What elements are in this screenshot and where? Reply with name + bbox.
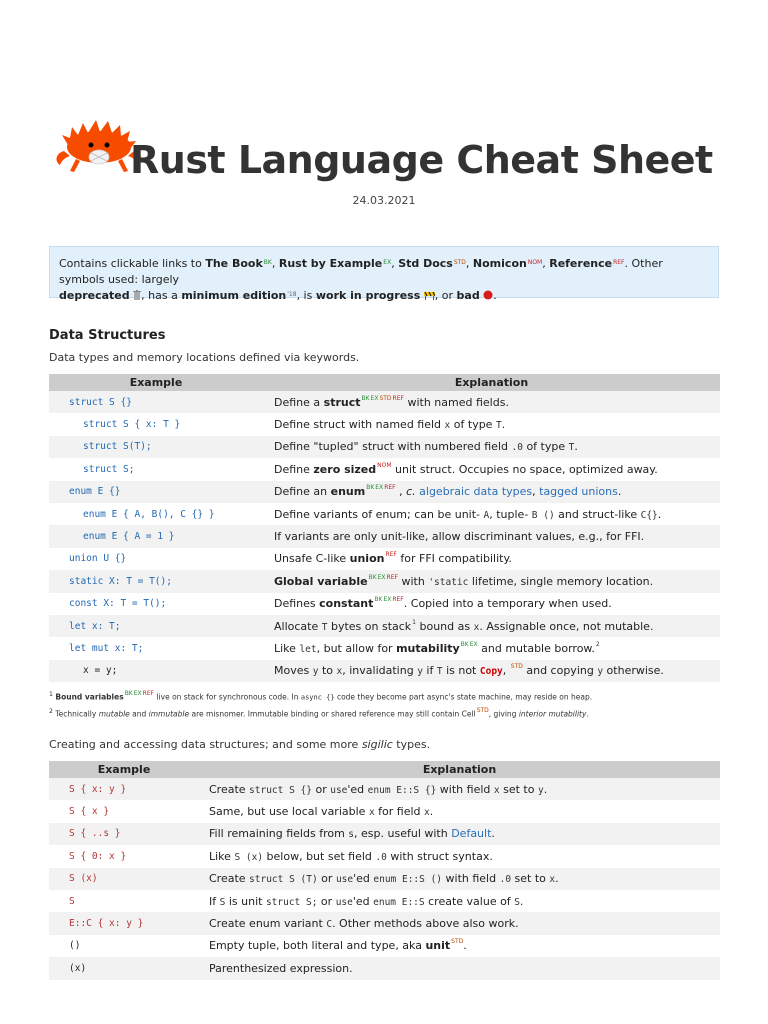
table-row: [49, 868, 720, 890]
footnote-2: $^2$ Technically mutable and immutable are misnomer. Immutable binding or shared reference may still contain Cell$^{STD}$, giving interior mutability.: [49, 706, 589, 718]
link-rust-by-example[interactable]: Rust by Example: [278, 257, 383, 270]
section-description: Data types and memory locations defined via keywords.: [49, 351, 360, 364]
footnote-1: $^1$ Bound variables$^{BKEXREF}$ live on stack for synchronous code. In async {} code they become part async's state machine, may reside on heap.: [49, 690, 593, 702]
explanation-cell: Define an enum$^{BKEXREF}$ , c. algebraic data types, tagged unions.: [263, 481, 720, 503]
code-cell: const X: T = T();: [69, 598, 167, 610]
code-cell: let mut x: T;: [69, 642, 144, 654]
link-std-docs[interactable]: Std Docs: [398, 257, 453, 270]
link-default[interactable]: Default: [451, 827, 492, 841]
code-cell: enum E {}: [49, 481, 263, 503]
code-cell: struct S { x: T }: [83, 419, 181, 431]
table-row: [49, 890, 720, 912]
code-cell: union U {}: [69, 553, 127, 565]
table-row: [49, 637, 720, 659]
explanation-cell: Same, but use local variable x for field x.: [209, 805, 434, 819]
table-row: [49, 823, 720, 845]
table-row: [49, 548, 720, 570]
table-row: [49, 912, 720, 934]
code-cell: static X: T = T();: [49, 570, 263, 592]
page-title: Rust Language Cheat Sheet: [130, 138, 713, 182]
code-cell: enum E { A = 1 }: [49, 525, 263, 547]
table-row: [49, 615, 720, 637]
explanation-cell: Parenthesized expression.: [199, 957, 720, 979]
explanation-cell: Define "tupled" struct with numbered field .0 of type T.: [263, 436, 720, 458]
page-date: 24.03.2021: [352, 194, 416, 207]
table-row: [49, 570, 720, 592]
explanation-cell: Empty tuple, both literal and type, aka unit$^{STD}$.: [209, 938, 467, 953]
code-cell: S: [69, 895, 75, 907]
link-algebraic-data-types[interactable]: algebraic data types: [415, 485, 533, 499]
explanation-cell: Global variable$^{BKEXREF}$ with 'static lifetime, single memory location.: [263, 570, 720, 592]
explanation-cell: Create enum variant C. Other methods above also work.: [199, 912, 720, 934]
code-cell: S { x }: [69, 806, 110, 818]
code-cell: struct S {}: [49, 391, 263, 413]
code-cell: S { x: y }: [49, 778, 199, 800]
explanation-cell: Like let, but allow for mutability$^{BKEX}$ and mutable borrow.$^2$: [274, 640, 600, 655]
table-row: [49, 778, 720, 800]
explanation-cell: Unsafe C-like union$^{REF}$ for FFI compatibility.: [274, 551, 512, 566]
table-row: [49, 845, 720, 867]
table-row: [49, 503, 720, 525]
code-cell: S { 0: x }: [69, 850, 127, 862]
explanation-cell: Define struct with named field x of type T.: [274, 418, 506, 432]
data-structures-table: [49, 374, 720, 682]
explanation-cell: Create struct S (T) or use'ed enum E::S () with field .0 set to x.: [199, 868, 720, 890]
explanation-cell: Create struct S {} or use'ed enum E::S {} with field x set to y.: [199, 778, 720, 800]
code-cell: E::C { x: y }: [49, 912, 199, 934]
explanation-cell: If variants are only unit-like, allow discriminant values, e.g., for FFI.: [263, 525, 720, 547]
code-cell: S { ..s }: [49, 823, 199, 845]
bad-stop-icon: [483, 290, 493, 300]
table-row: [49, 525, 720, 547]
code-cell: struct S(T);: [49, 436, 263, 458]
table-row: [49, 593, 720, 615]
creating-accessing-table: [49, 761, 720, 980]
explanation-cell: Like S (x) below, but set field .0 with struct syntax.: [209, 849, 493, 863]
code-cell: (): [69, 940, 81, 952]
trash-icon: [133, 290, 141, 300]
code-cell: enum E { A, B(), C {} }: [83, 508, 215, 520]
explanation-cell: Define zero sized$^{NOM}$ unit struct. Occupies no space, optimized away.: [274, 461, 658, 476]
explanation-cell: Moves y to x, invalidating y if T is not Copy, $^{STD}$ and copying y otherwise.: [263, 660, 720, 682]
explanation-cell: Define a struct$^{BKEXSTDREF}$ with named fields.: [263, 391, 720, 413]
table-row: [49, 800, 720, 822]
table-header: [49, 761, 720, 778]
col-example: Example: [49, 374, 263, 391]
code-cell: let x: T;: [49, 615, 263, 637]
section-title: Data Structures: [49, 328, 166, 343]
link-reference[interactable]: Reference: [549, 257, 613, 270]
table2-description: Creating and accessing data structures; and some more sigilic types.: [49, 738, 431, 751]
table-row: [49, 660, 720, 682]
table-header: [49, 374, 720, 391]
table-row: [49, 391, 720, 413]
table-row: [49, 458, 720, 480]
code-cell: struct S;: [83, 463, 135, 475]
table-row: [49, 935, 720, 957]
col-explanation: Explanation: [199, 761, 720, 778]
explanation-cell: Fill remaining fields from s, esp. useful with Default.: [199, 823, 720, 845]
explanation-cell: Define variants of enum; can be unit- A, tuple- B () and struct-like C{}.: [274, 507, 662, 521]
info-box: Contains clickable links to The Book$^{BK}$, Rust by Example$^{EX}$, Std Docs$^{STD}$, Nomicon$^{NOM}$, Reference$^{REF}$. Other symbols used: largely deprecated , has a minimum edition$^{'18}$, is work in progress , or bad .: [49, 246, 719, 298]
construction-icon: [424, 291, 435, 300]
table-row: [49, 436, 720, 458]
code-cell: (x): [49, 957, 199, 979]
link-the-book[interactable]: The Book: [205, 257, 263, 270]
table-row: [49, 481, 720, 503]
code-cell: S (x): [49, 868, 199, 890]
table-row: [49, 413, 720, 435]
col-explanation: Explanation: [263, 374, 720, 391]
col-example: Example: [49, 761, 199, 778]
explanation-cell: If S is unit struct S; or use'ed enum E::S create value of S.: [209, 894, 524, 908]
explanation-cell: Defines constant$^{BKEXREF}$. Copied into a temporary when used.: [274, 596, 612, 611]
code-cell: x = y;: [49, 660, 263, 682]
table-row: [49, 957, 720, 979]
footnotes: [49, 688, 592, 721]
link-nomicon[interactable]: Nomicon: [472, 257, 527, 270]
explanation-cell: Allocate T bytes on stack$^1$ bound as x. Assignable once, not mutable.: [263, 615, 720, 637]
link-tagged-unions[interactable]: tagged unions: [539, 485, 618, 499]
